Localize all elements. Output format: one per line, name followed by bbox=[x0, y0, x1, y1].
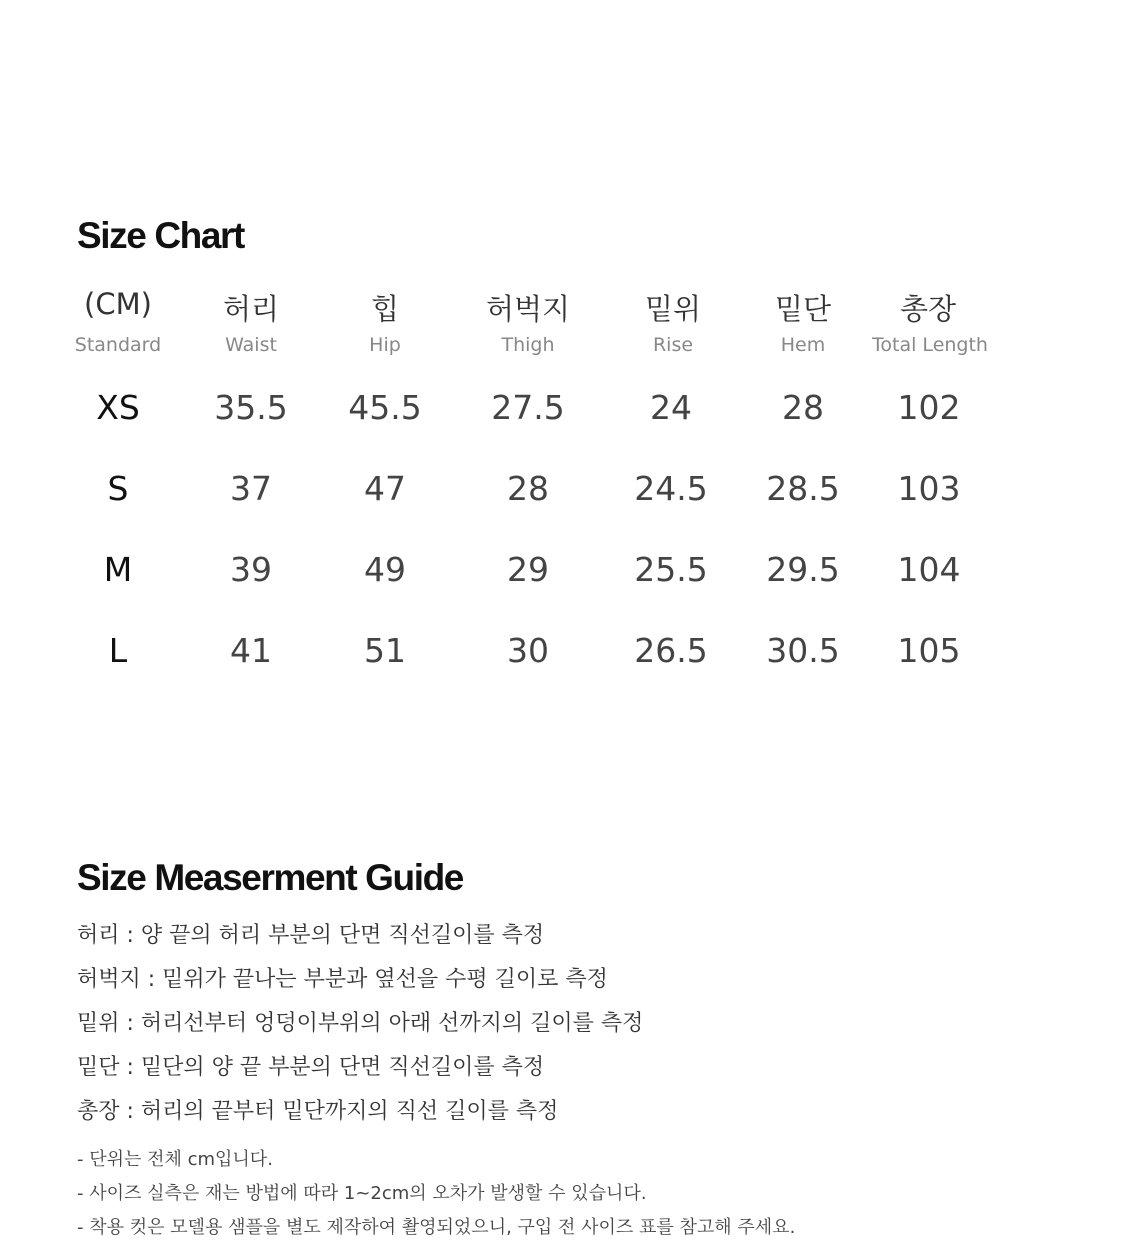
table-cell: 25.5 bbox=[634, 550, 708, 589]
guide-line-hem: 밑단 : 밑단의 양 끝 부분의 단면 직선길이를 측정 bbox=[77, 1055, 545, 1080]
size-chart-title: Size Chart bbox=[77, 215, 244, 256]
size-label-xs: XS bbox=[96, 388, 140, 427]
column-subheader-waist: Waist bbox=[225, 334, 277, 356]
note-tolerance: - 사이즈 실측은 재는 방법에 따라 1~2cm의 오차가 발생할 수 있습니다. bbox=[77, 1183, 647, 1204]
table-cell: 35.5 bbox=[214, 388, 288, 427]
column-header-standard: (CM) bbox=[84, 287, 152, 321]
column-subheader-rise: Rise bbox=[652, 334, 694, 356]
note-unit: - 단위는 전체 cm입니다. bbox=[77, 1149, 273, 1170]
size-label-m: M bbox=[103, 550, 133, 589]
column-subheader-hip: Hip bbox=[369, 334, 401, 356]
column-subheader-hem: Hem bbox=[780, 334, 826, 356]
table-cell: 47 bbox=[364, 469, 406, 508]
table-cell: 49 bbox=[364, 550, 406, 589]
table-cell: 45.5 bbox=[348, 388, 422, 427]
measurement-guide-title: Size Measerment Guide bbox=[77, 857, 463, 898]
table-cell: 30 bbox=[507, 631, 549, 670]
guide-line-total-length: 총장 : 허리의 끝부터 밑단까지의 직선 길이를 측정 bbox=[77, 1099, 559, 1124]
column-header-thigh: 허벅지 bbox=[485, 292, 571, 326]
table-cell: 30.5 bbox=[766, 631, 840, 670]
table-cell: 24 bbox=[650, 388, 692, 427]
table-cell: 28 bbox=[507, 469, 549, 508]
column-header-hip: 힙 bbox=[370, 292, 400, 326]
guide-line-thigh: 허벅지 : 밑위가 끝나는 부분과 옆선을 수평 길이로 측정 bbox=[77, 967, 608, 992]
column-header-hem: 밑단 bbox=[774, 292, 832, 326]
table-cell: 24.5 bbox=[634, 469, 708, 508]
column-header-total-length: 총장 bbox=[899, 292, 957, 326]
table-cell: 27.5 bbox=[491, 388, 565, 427]
table-cell: 105 bbox=[897, 631, 961, 670]
table-cell: 29 bbox=[507, 550, 549, 589]
table-cell: 29.5 bbox=[766, 550, 840, 589]
table-cell: 104 bbox=[897, 550, 961, 589]
table-cell: 102 bbox=[897, 388, 961, 427]
table-cell: 26.5 bbox=[634, 631, 708, 670]
table-cell: 51 bbox=[364, 631, 406, 670]
table-cell: 103 bbox=[897, 469, 961, 508]
guide-line-rise: 밑위 : 허리선부터 엉덩이부위의 아래 선까지의 길이를 측정 bbox=[77, 1011, 644, 1036]
table-cell: 28 bbox=[782, 388, 824, 427]
table-cell: 39 bbox=[230, 550, 272, 589]
size-label-l: L bbox=[108, 631, 128, 670]
column-header-waist: 허리 bbox=[222, 292, 280, 326]
size-label-s: S bbox=[107, 469, 129, 508]
column-subheader-standard: Standard bbox=[74, 334, 162, 356]
table-cell: 41 bbox=[230, 631, 272, 670]
column-subheader-thigh: Thigh bbox=[501, 334, 555, 356]
table-cell: 28.5 bbox=[766, 469, 840, 508]
column-header-rise: 밑위 bbox=[644, 292, 702, 326]
note-model-sample: - 착용 컷은 모델용 샘플을 별도 제작하여 촬영되었으니, 구입 전 사이즈 표를 참고해 주세요. bbox=[77, 1217, 796, 1238]
guide-line-waist: 허리 : 양 끝의 허리 부분의 단면 직선길이를 측정 bbox=[77, 923, 545, 948]
column-subheader-total-length: Total Length bbox=[872, 334, 988, 356]
table-cell: 37 bbox=[230, 469, 272, 508]
